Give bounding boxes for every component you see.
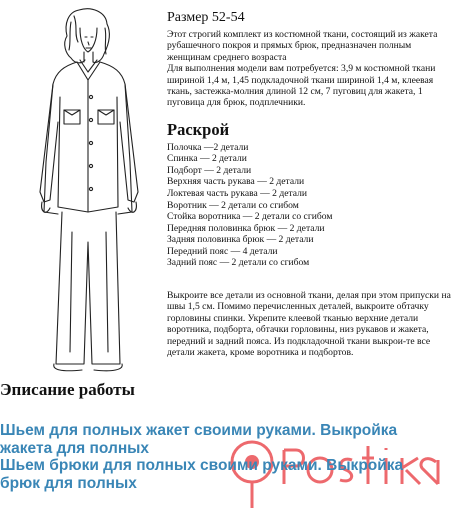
- list-item: Подборт — 2 детали: [167, 164, 252, 176]
- list-item: Передняя половинка брюк — 2 детали: [167, 222, 325, 234]
- list-item: Передний пояс — 4 детали: [167, 245, 278, 257]
- link-trousers-line1: Шьем брюки для полных своими руками. Выкройка: [0, 457, 404, 474]
- list-item: Воротник — 2 детали со сгибом: [167, 199, 299, 211]
- size-title: Размер 52-54: [167, 10, 245, 25]
- list-item: Локтевая часть рукава — 2 детали: [167, 188, 308, 200]
- pieces-list: [167, 142, 451, 269]
- intro-paragraph: Этот строгий комплект из костюмной ткани, состоящий из жакета рубашечного покроя и прямых брюк, предназначен полным женщинам среднего возраста: [167, 29, 438, 63]
- list-item: Стойка воротника — 2 детали со сгибом: [167, 211, 333, 223]
- link-jacket-line2: жакета для полных: [0, 439, 150, 457]
- list-item: Верхняя часть рукава — 2 детали: [167, 176, 305, 188]
- list-item: Задний пояс — 2 детали со сгибом: [167, 257, 310, 269]
- link-jacket[interactable]: [0, 422, 450, 457]
- materials-paragraph: Для выполнения модели вам потребуется: 3,9 м костюмной ткани шириной 1,4 м, 1,45 подкладочной ткани шириной 1,4 м, клеевая ткань, застежка-молния длиной 12 см, 7 пуговиц для жакета, 1 пуговица для брюк, подплечники.: [167, 63, 436, 109]
- link-jacket-line1: Шьем для полных жакет своими руками. Выкройка: [0, 422, 398, 439]
- model-illustration: [22, 2, 162, 374]
- instructions-paragraph: Выкроите все детали из основной ткани, делая при этом припуски на швы 1,5 см. Помимо перечисленных деталей, выкроите обтачку горловины спинки. Укрепите клеевой тканью верхние детали воротника, подборта, обтачки горловины, низ рукавов и жакета, передний и задний пояса. Из подкладочной ткани выкрои-те все детали жакета, кроме воротника и подбортов.: [167, 290, 451, 359]
- list-item: Задняя половинка брюк — 2 детали: [167, 234, 314, 246]
- description-heading: Эписание работы: [0, 380, 135, 399]
- link-trousers[interactable]: [0, 457, 450, 492]
- list-item: Спинка — 2 детали: [167, 153, 247, 165]
- list-item: Полочка —2 детали: [167, 141, 249, 153]
- cutting-title: Раскрой: [167, 119, 230, 139]
- article-text: [167, 10, 451, 269]
- link-trousers-line2: брюк для полных: [0, 474, 137, 492]
- related-links: [0, 422, 450, 492]
